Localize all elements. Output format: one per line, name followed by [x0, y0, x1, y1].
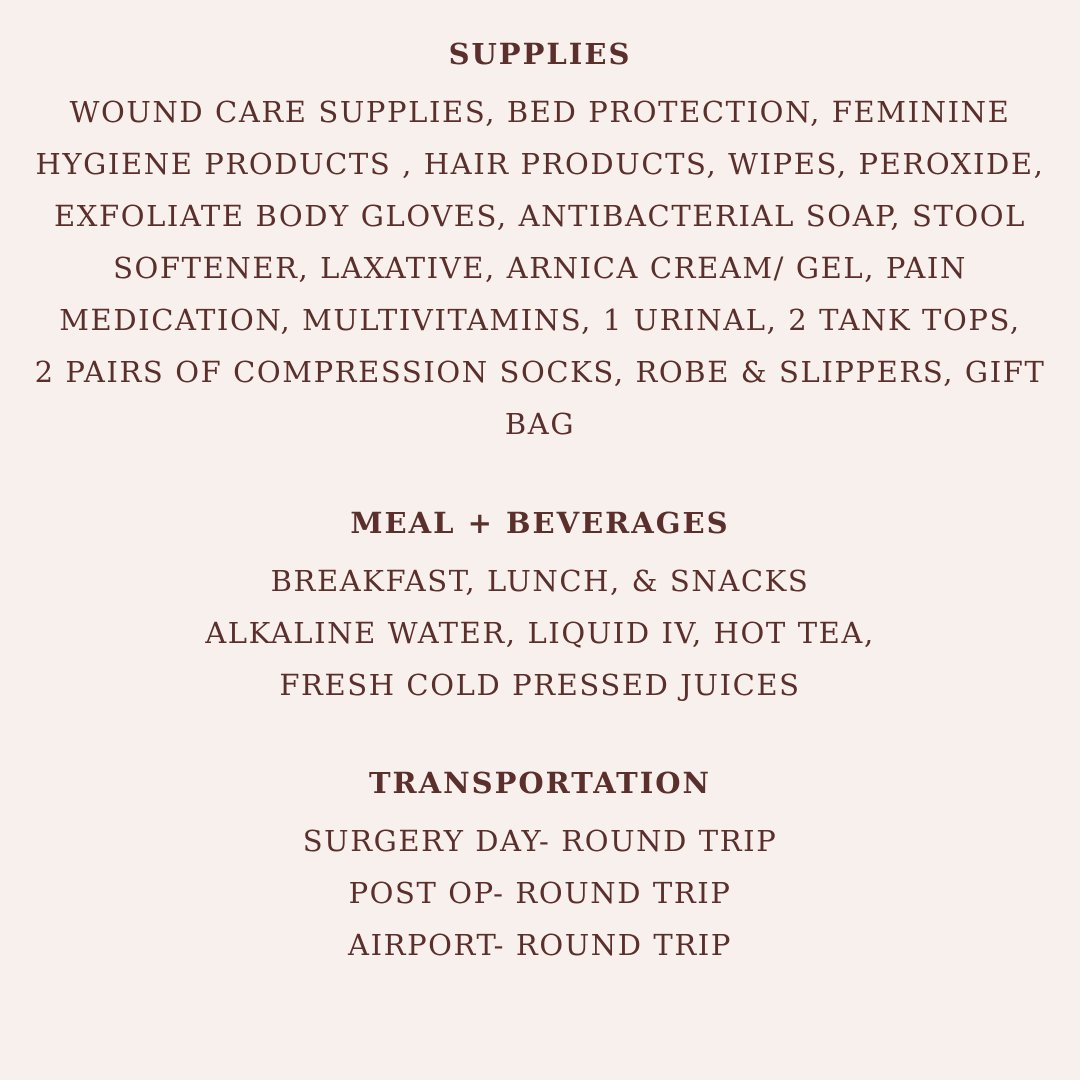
supplies-line-7: BAG: [504, 407, 576, 441]
transportation-line-3: AIRPORT- ROUND TRIP: [348, 928, 732, 962]
meal-line-1: BREAKFAST, LUNCH, & SNACKS: [270, 564, 810, 598]
meal-line-3: FRESH COLD PRESSED JUICES: [279, 668, 801, 702]
meal-beverages-section: [0, 503, 1080, 711]
meal-line-2: ALKALINE WATER, LIQUID IV, HOT TEA,: [205, 616, 875, 650]
transportation-line-1: SURGERY DAY- ROUND TRIP: [302, 824, 778, 858]
supplies-line-1: WOUND CARE SUPPLIES, BED PROTECTION, FEMININE: [69, 95, 1011, 129]
supplies-line-3: EXFOLIATE BODY GLOVES, ANTIBACTERIAL SOAP, STOOL: [53, 199, 1027, 233]
transportation-heading: TRANSPORTATION: [368, 766, 712, 800]
transportation-line-2: POST OP- ROUND TRIP: [348, 876, 732, 910]
meal-beverages-heading: MEAL + BEVERAGES: [350, 506, 730, 540]
supplies-line-5: MEDICATION, MULTIVITAMINS, 1 URINAL, 2 TANK TOPS,: [59, 303, 1021, 337]
supplies-line-2: HYGIENE PRODUCTS , HAIR PRODUCTS, WIPES, PEROXIDE,: [35, 147, 1045, 181]
supplies-line-4: SOFTENER, LAXATIVE, ARNICA CREAM/ GEL, PAIN: [113, 251, 967, 285]
transportation-section: [0, 763, 1080, 971]
supplies-line-6: 2 PAIRS OF COMPRESSION SOCKS, ROBE & SLIPPERS, GIFT: [34, 355, 1046, 389]
supplies-heading: SUPPLIES: [448, 37, 632, 71]
supplies-section: [0, 34, 1080, 450]
